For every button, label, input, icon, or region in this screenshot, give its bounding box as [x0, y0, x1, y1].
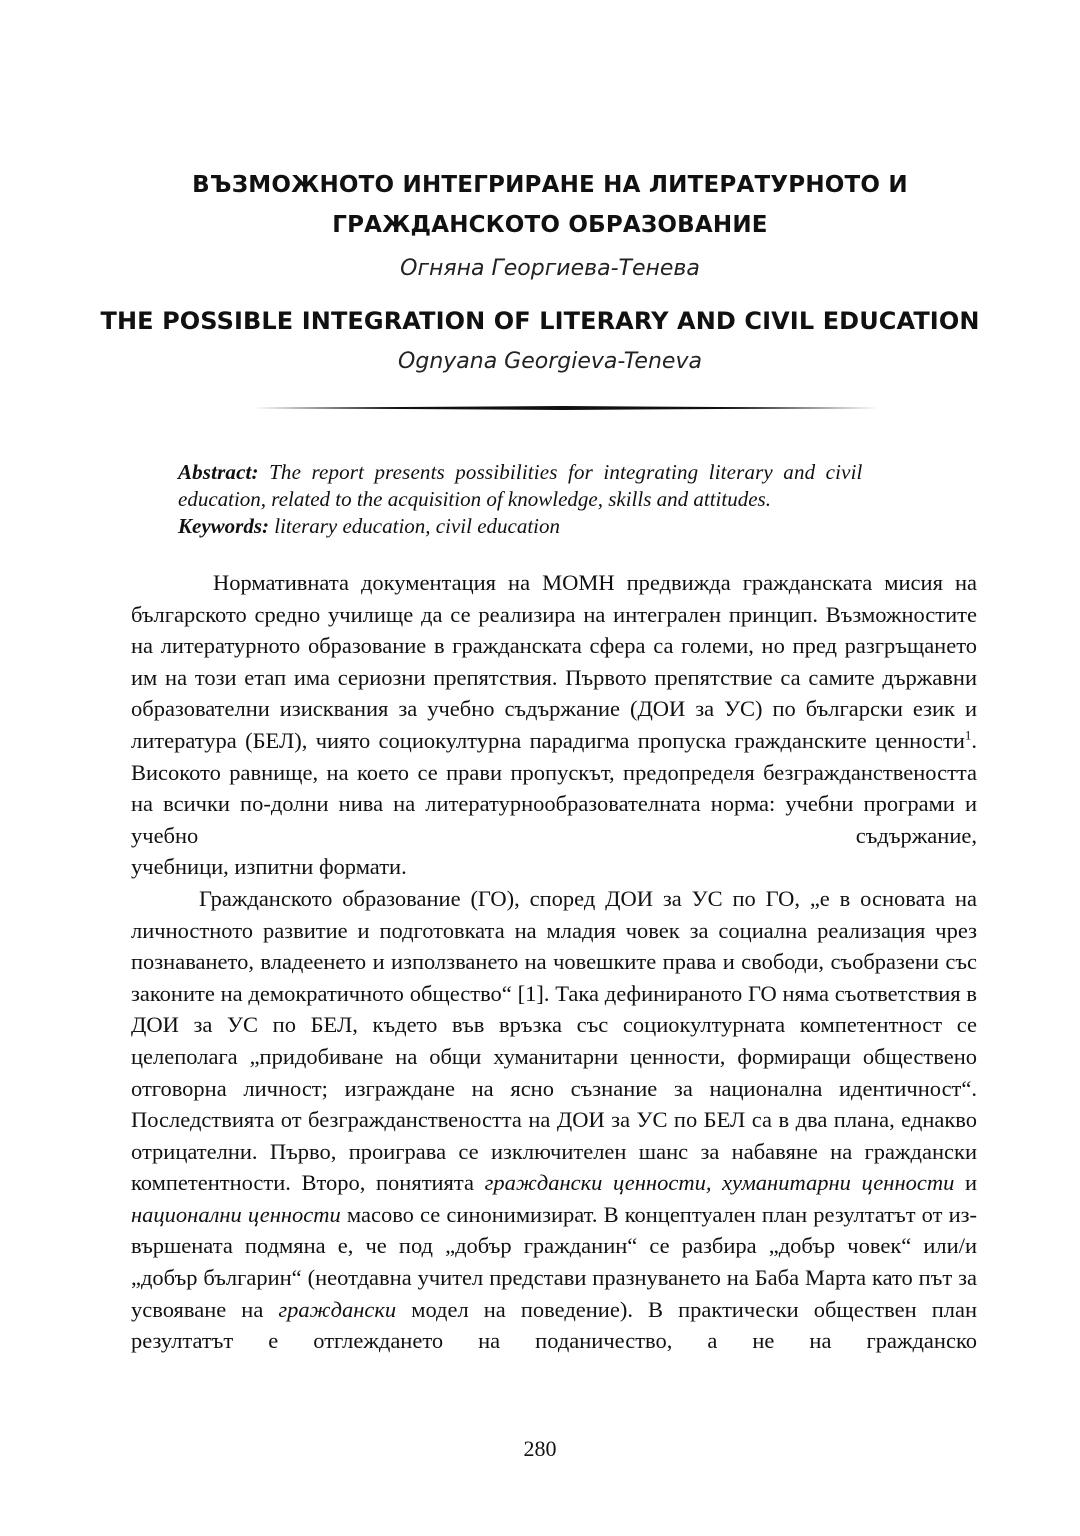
- paragraph-2: [131, 883, 977, 1357]
- paragraph-1: [131, 567, 977, 851]
- title-en: THE POSSIBLE INTEGRATION OF LITERARY AND CIVIL EDUCATION: [100, 307, 980, 335]
- body-text: [131, 567, 977, 1357]
- paragraph-2-italic-3: граждански: [278, 1296, 397, 1322]
- page-number: 280: [523, 1436, 557, 1461]
- abstract-text-2: education, related to the acquisition of knowledge, skills and attitudes.: [178, 487, 771, 511]
- abstract-line-1: [178, 459, 958, 486]
- title-bg-line-1: ВЪЗМОЖНОТО ИНТЕГРИРАНЕ НА ЛИТЕРАТУРНОТО И: [192, 172, 908, 198]
- paragraph-2-italic-1: граждански ценности, хуманитарни ценности: [484, 1170, 955, 1196]
- paragraph-1-main: Нормативната документация на МОМН предвижда гражданската мисия на българското средно училище да се реализира на интегрален принцип. Възможностите на литературното образование в гражданската сфера са големи, но пред разгръщането им на този етап има сериозни препятствия. Първото препятствие са самите държавни образователни изисквания за учебно съдържание (ДОИ за УС) по български език и литература (БЕЛ), чиято социокултурна парадигма пропуска гражданските ценности: [131, 570, 977, 753]
- title-divider: [248, 406, 878, 410]
- paragraph-2-italic-2: национални ценности: [131, 1201, 341, 1227]
- paragraph-2-part-2: и: [954, 1170, 977, 1196]
- paragraph-1-last-text: учебници, изпитни формати.: [131, 854, 407, 880]
- abstract-line-2: [178, 486, 958, 513]
- title-bg-line-2: ГРАЖДАНСКОТО ОБРАЗОВАНИЕ: [332, 212, 768, 238]
- footnote-marker: 1: [964, 727, 972, 743]
- abstract-label: Abstract:: [178, 460, 259, 484]
- paragraph-2-part-3: масово се синонимизират. В концептуален план резултатът от извършената подмяна е, че под „добър гражданин“ се разбира „добър човек“ или/и „добър българин“ (неотдавна учител представи празнуването на Баба Марта като път за усвояване на: [131, 1201, 977, 1322]
- paragraph-2-part-1: Гражданското образование (ГО), според ДОИ за УС по ГО, „е в основата на личностното развитие и подготовката на младия човек за социална реализация чрез познаването, владеенето и използването на човешките права и свободи, съобразени със законите на демократичното общество“ [1]. Така дефинираното ГО няма съответствия в ДОИ за УС по БЕЛ, където във връзка със социокултурната компетентност се целеполага „придобиване на общи хуманитарни ценности, формиращи обществено отговорна личност; изграждане на ясно съзнание за национална идентичност“. Последствията от безгражданствеността на ДОИ за УС по БЕЛ са в два плана, еднакво отрицателни. Първо, проиграва се изключителен шанс за набавяне на граждански компетентности. Второ, понятията: [131, 885, 977, 1196]
- abstract-text-1: The report presents possibilities for integrating literary and civil: [269, 460, 863, 484]
- paragraph-2-part-4: модел на поведение). В практически обществен план резултатът е отглеждането на поданичество, а не на гражданско: [131, 1296, 977, 1354]
- keywords-text: literary education, civil education: [274, 514, 561, 538]
- paragraph-1-last-line: [131, 851, 977, 883]
- keywords-label: Keywords:: [178, 514, 269, 538]
- author-bg: Огняна Георгиева-Тенева: [400, 256, 700, 281]
- author-en: Ognyana Georgieva-Teneva: [398, 349, 702, 374]
- keywords-line: [178, 513, 958, 540]
- paragraph-1-rest: . Високото равнище, на което се прави пропускът, предопределя безгражданствеността на всички по-долни нива на литературнообразователната норма: учебни програми и учебно съдържание,: [131, 727, 977, 848]
